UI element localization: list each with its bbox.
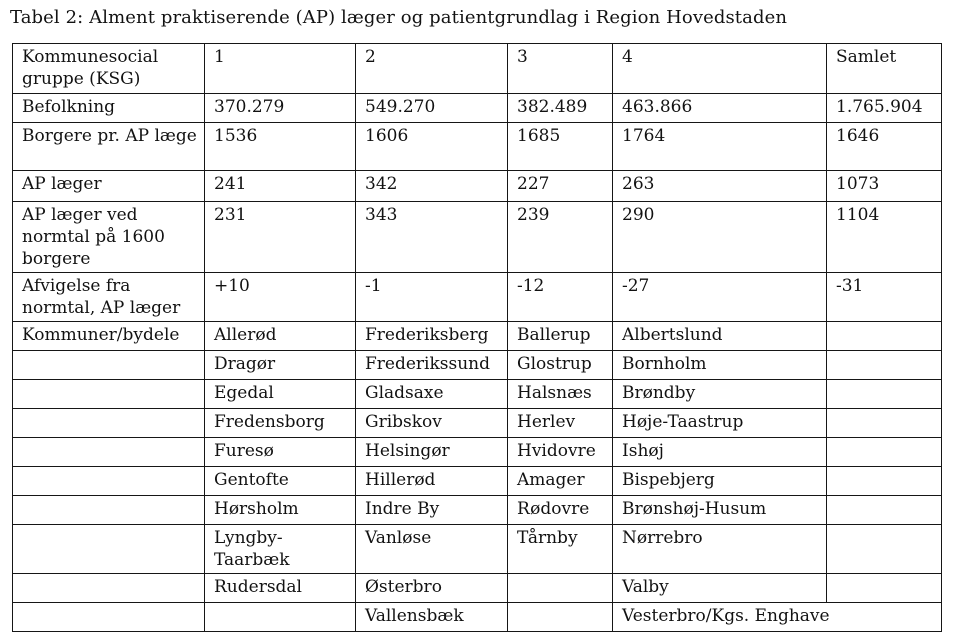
table-row bbox=[13, 94, 942, 123]
table-cell: -27 bbox=[613, 273, 827, 322]
table-cell: Høje-Taastrup bbox=[613, 409, 827, 438]
table-cell bbox=[508, 603, 613, 632]
table-cell: 463.866 bbox=[613, 94, 827, 123]
row-label bbox=[13, 496, 205, 525]
table-row bbox=[13, 525, 942, 574]
table-cell: 239 bbox=[508, 202, 613, 273]
table-row bbox=[13, 438, 942, 467]
table-cell: Rudersdal bbox=[205, 574, 356, 603]
table-row bbox=[13, 202, 942, 273]
row-label bbox=[13, 409, 205, 438]
column-header: Samlet bbox=[827, 44, 942, 94]
row-label: AP læger ved normtal på 1600 borgere bbox=[13, 202, 205, 273]
table-cell-merged: Vesterbro/Kgs. Enghave bbox=[613, 603, 942, 632]
table-cell: 1.765.904 bbox=[827, 94, 942, 123]
table-row bbox=[13, 496, 942, 525]
table-row bbox=[13, 603, 942, 632]
table-row bbox=[13, 467, 942, 496]
table-cell: 1764 bbox=[613, 123, 827, 171]
table-cell: -12 bbox=[508, 273, 613, 322]
row-label bbox=[13, 438, 205, 467]
table-cell: 1685 bbox=[508, 123, 613, 171]
table-cell bbox=[827, 525, 942, 574]
table-cell: 263 bbox=[613, 171, 827, 202]
table-cell: 1536 bbox=[205, 123, 356, 171]
table-cell: 370.279 bbox=[205, 94, 356, 123]
table-cell: Hvidovre bbox=[508, 438, 613, 467]
table-cell: Lyngby-Taarbæk bbox=[205, 525, 356, 574]
column-header: Kommunesocial gruppe (KSG) bbox=[13, 44, 205, 94]
table-cell: 290 bbox=[613, 202, 827, 273]
row-label bbox=[13, 574, 205, 603]
table-cell: Allerød bbox=[205, 322, 356, 351]
column-header: 1 bbox=[205, 44, 356, 94]
table-cell bbox=[827, 351, 942, 380]
table-cell: Vallensbæk bbox=[356, 603, 508, 632]
table-cell: +10 bbox=[205, 273, 356, 322]
table-cell bbox=[205, 603, 356, 632]
table-cell: 1104 bbox=[827, 202, 942, 273]
row-label: Kommuner/bydele bbox=[13, 322, 205, 351]
table-cell: Egedal bbox=[205, 380, 356, 409]
table-cell: Nørrebro bbox=[613, 525, 827, 574]
table-cell: 1606 bbox=[356, 123, 508, 171]
table-cell: 231 bbox=[205, 202, 356, 273]
table-cell: Østerbro bbox=[356, 574, 508, 603]
table-cell bbox=[827, 496, 942, 525]
table-cell bbox=[827, 438, 942, 467]
table-cell: Brøndby bbox=[613, 380, 827, 409]
row-label: AP læger bbox=[13, 171, 205, 202]
table-cell: Vanløse bbox=[356, 525, 508, 574]
column-header: 4 bbox=[613, 44, 827, 94]
table-cell: Rødovre bbox=[508, 496, 613, 525]
ap-laeger-table bbox=[12, 43, 942, 632]
row-label bbox=[13, 525, 205, 574]
table-cell: 549.270 bbox=[356, 94, 508, 123]
table-row bbox=[13, 574, 942, 603]
table-cell: 241 bbox=[205, 171, 356, 202]
table-cell: Tårnby bbox=[508, 525, 613, 574]
table-cell: Herlev bbox=[508, 409, 613, 438]
table-cell: Valby bbox=[613, 574, 827, 603]
table-cell: Hillerød bbox=[356, 467, 508, 496]
table-cell: Albertslund bbox=[613, 322, 827, 351]
row-label: Afvigelse fra normtal, AP læger bbox=[13, 273, 205, 322]
row-label bbox=[13, 467, 205, 496]
table-cell: 1646 bbox=[827, 123, 942, 171]
column-header: 3 bbox=[508, 44, 613, 94]
row-label bbox=[13, 380, 205, 409]
table-cell: 342 bbox=[356, 171, 508, 202]
table-header-row bbox=[13, 44, 942, 94]
table-cell: 227 bbox=[508, 171, 613, 202]
table-cell: Gladsaxe bbox=[356, 380, 508, 409]
column-header: 2 bbox=[356, 44, 508, 94]
table-row bbox=[13, 273, 942, 322]
table-cell: Ishøj bbox=[613, 438, 827, 467]
table-cell: Frederikssund bbox=[356, 351, 508, 380]
table-cell bbox=[827, 574, 942, 603]
table-cell bbox=[827, 409, 942, 438]
table-cell: Indre By bbox=[356, 496, 508, 525]
table-cell: Fredensborg bbox=[205, 409, 356, 438]
table-row bbox=[13, 409, 942, 438]
table-cell: Brønshøj-Husum bbox=[613, 496, 827, 525]
table-cell: Halsnæs bbox=[508, 380, 613, 409]
table-cell: -31 bbox=[827, 273, 942, 322]
table-cell: Gentofte bbox=[205, 467, 356, 496]
table-cell: Helsingør bbox=[356, 438, 508, 467]
table-cell bbox=[827, 322, 942, 351]
table-row bbox=[13, 380, 942, 409]
table-cell bbox=[827, 380, 942, 409]
table-cell: Furesø bbox=[205, 438, 356, 467]
table-cell: Amager bbox=[508, 467, 613, 496]
table-row bbox=[13, 123, 942, 171]
table-row bbox=[13, 322, 942, 351]
row-label: Borgere pr. AP læge bbox=[13, 123, 205, 171]
row-label bbox=[13, 603, 205, 632]
table-row bbox=[13, 171, 942, 202]
row-label bbox=[13, 351, 205, 380]
table-cell: Gribskov bbox=[356, 409, 508, 438]
table-cell bbox=[827, 467, 942, 496]
table-cell: 343 bbox=[356, 202, 508, 273]
table-cell: -1 bbox=[356, 273, 508, 322]
table-caption: Tabel 2: Alment praktiserende (AP) læger og patientgrundlag i Region Hovedstaden bbox=[10, 7, 788, 28]
table-cell: Frederiksberg bbox=[356, 322, 508, 351]
table-cell: Hørsholm bbox=[205, 496, 356, 525]
table-cell: Ballerup bbox=[508, 322, 613, 351]
table-cell: Bispebjerg bbox=[613, 467, 827, 496]
table-cell bbox=[508, 574, 613, 603]
table-cell: 1073 bbox=[827, 171, 942, 202]
table-cell: Glostrup bbox=[508, 351, 613, 380]
table-cell: Bornholm bbox=[613, 351, 827, 380]
row-label: Befolkning bbox=[13, 94, 205, 123]
table-cell: Dragør bbox=[205, 351, 356, 380]
table-row bbox=[13, 351, 942, 380]
table-cell: 382.489 bbox=[508, 94, 613, 123]
